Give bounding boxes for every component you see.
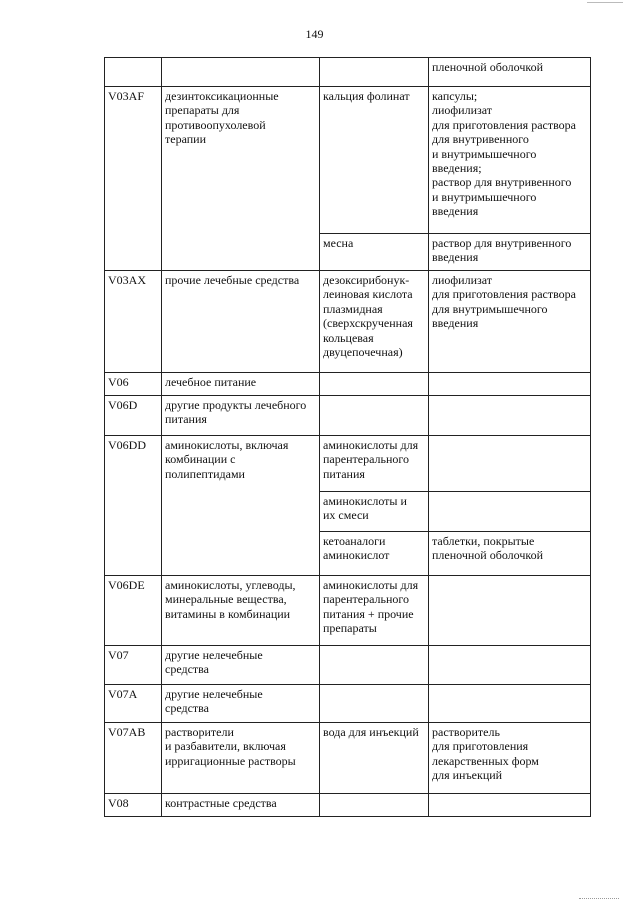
dosage-form-cell: пленочной оболочкой [429,58,591,87]
substance-cell [320,794,429,817]
table-row [105,723,591,794]
dosage-form-cell [429,576,591,646]
group-cell: другие нелечебные средства [162,646,320,685]
table-row [105,576,591,646]
scan-corner-mark [587,2,623,6]
atc-code-cell: V06DD [105,436,162,576]
substance-cell [320,646,429,685]
dosage-form-cell [429,685,591,723]
substance-cell [320,396,429,436]
table-row [105,271,591,373]
substance-cell [320,373,429,396]
group-cell: контрастные средства [162,794,320,817]
group-cell: лечебное питание [162,373,320,396]
dosage-form-cell [429,396,591,436]
group-cell: дезинтоксикационные препараты для противоопухолевой терапии [162,87,320,271]
group-cell: прочие лечебные средства [162,271,320,373]
group-cell: другие продукты лечебного питания [162,396,320,436]
atc-code-cell [105,58,162,87]
scan-bottom-mark [579,898,619,901]
page-number: 149 [305,27,324,41]
substance-cell: месна [320,234,429,271]
table-row [105,87,591,234]
atc-code-cell: V06 [105,373,162,396]
dosage-form-cell: раствор для внутривенного введения [429,234,591,271]
substance-cell: аминокислоты и их смеси [320,492,429,532]
atc-code-cell: V07A [105,685,162,723]
dosage-form-cell: растворитель для приготовления лекарственных форм для инъекций [429,723,591,794]
group-cell: растворители и разбавители, включая ирригационные растворы [162,723,320,794]
substance-cell: кетоаналоги аминокислот [320,532,429,576]
atc-code-cell: V03AF [105,87,162,271]
atc-code-cell: V06D [105,396,162,436]
table-row [105,794,591,817]
substance-cell: вода для инъекций [320,723,429,794]
table-row [105,436,591,492]
dosage-form-cell [429,492,591,532]
atc-code-cell: V07AB [105,723,162,794]
atc-code-cell: V03AX [105,271,162,373]
group-cell: другие нелечебные средства [162,685,320,723]
dosage-form-cell: таблетки, покрытые пленочной оболочкой [429,532,591,576]
table-row [105,646,591,685]
table-row [105,373,591,396]
substance-cell: кальция фолинат [320,87,429,234]
atc-code-cell: V06DE [105,576,162,646]
atc-code-cell: V08 [105,794,162,817]
substance-cell [320,58,429,87]
dosage-form-cell [429,373,591,396]
dosage-form-cell [429,646,591,685]
drug-table [104,57,591,817]
dosage-form-cell: капсулы; лиофилизат для приготовления раствора для внутривенного и внутримышечного введения; раствор для внутривенного и внутримышечного введения [429,87,591,234]
group-cell: аминокислоты, включая комбинации с полипептидами [162,436,320,576]
group-cell: аминокислоты, углеводы, минеральные вещества, витамины в комбинации [162,576,320,646]
substance-cell: дезоксирибонук- леиновая кислота плазмидная (сверхскрученная кольцевая двуцепочечная) [320,271,429,373]
dosage-form-cell [429,794,591,817]
table-row [105,396,591,436]
table-row [105,58,591,87]
substance-cell [320,685,429,723]
group-cell [162,58,320,87]
substance-cell: аминокислоты для парентерального питания [320,436,429,492]
atc-code-cell: V07 [105,646,162,685]
substance-cell: аминокислоты для парентерального питания + прочие препараты [320,576,429,646]
table-row [105,685,591,723]
dosage-form-cell [429,436,591,492]
dosage-form-cell: лиофилизат для приготовления раствора для внутримышечного введения [429,271,591,373]
